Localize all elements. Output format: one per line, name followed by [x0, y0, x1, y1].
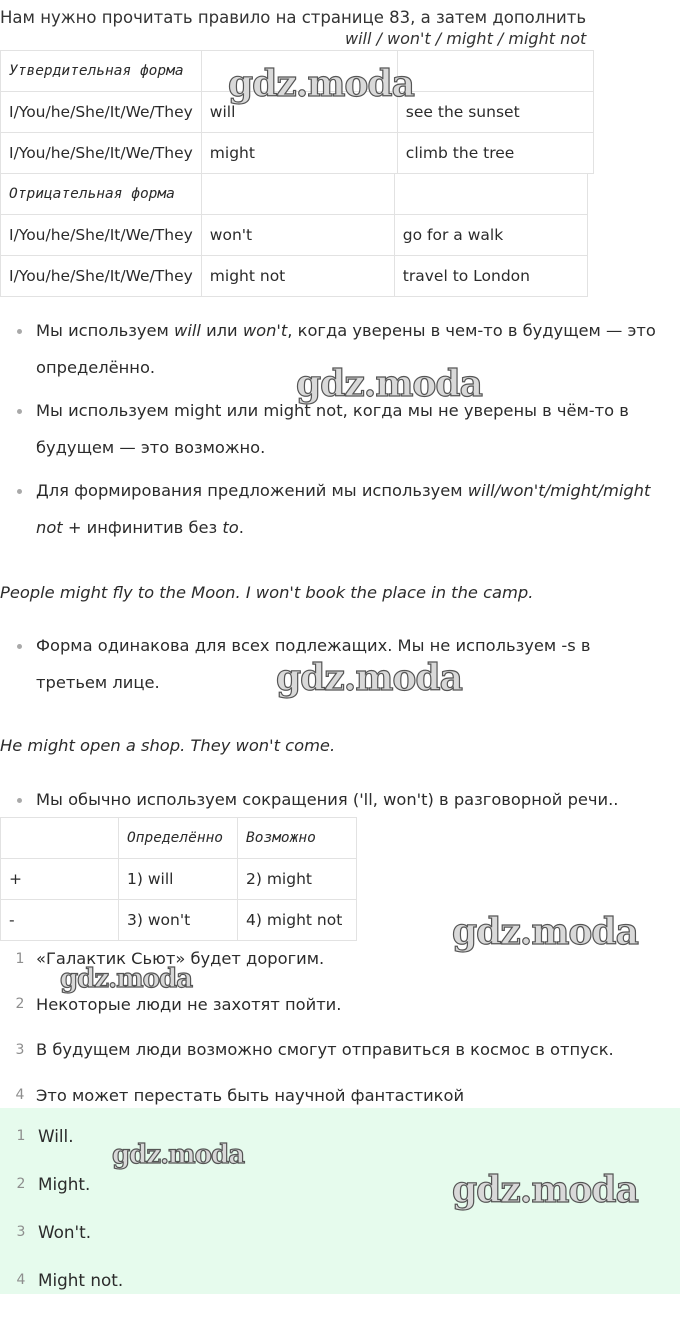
table-cell: 2) might: [238, 859, 357, 900]
table-cell: will: [201, 92, 397, 133]
example-sentence: People might fly to the Moon. I won't book the place in the camp.: [0, 583, 534, 602]
table-row: [1, 256, 588, 297]
table-row: [1, 133, 594, 174]
table-row: [1, 818, 357, 859]
watermark: gdz.moda: [296, 363, 482, 405]
rules-list: [0, 313, 680, 546]
list-item: 1 Will.: [16, 1126, 74, 1146]
negative-table: [0, 173, 588, 297]
table-cell: go for a walk: [394, 215, 587, 256]
table-cell: climb the tree: [397, 133, 593, 174]
rules-list-3: [0, 782, 680, 819]
intro-text: Нам нужно прочитать правило на странице 83, а затем дополнить: [0, 8, 587, 27]
watermark: gdz.moda: [112, 1140, 245, 1170]
watermark: gdz.moda: [452, 911, 638, 953]
table-row: [1, 215, 588, 256]
table-cell: I/You/he/She/It/We/They: [1, 215, 202, 256]
table-cell: 4) might not: [238, 900, 357, 941]
list-item: Мы используем might или might not, когда мы не уверены в чём-то в будущем — это возможно.: [0, 393, 680, 466]
list-item: 2 Некоторые люди не захотят пойти.: [15, 994, 342, 1014]
table-header: Возможно: [238, 818, 357, 859]
table-row: [1, 859, 357, 900]
table-cell: -: [1, 900, 119, 941]
affirmative-header: Утвердительная форма: [1, 51, 202, 92]
list-item: Мы используем will или won't, когда уверены в чем-то в будущем — это определённо.: [0, 313, 680, 386]
table-header: Определённо: [119, 818, 238, 859]
watermark: gdz.moda: [228, 63, 414, 105]
list-item: Форма одинакова для всех подлежащих. Мы не используем -s в третьем лице.: [0, 628, 680, 701]
table-cell: won't: [201, 215, 394, 256]
table-cell: 3) won't: [119, 900, 238, 941]
list-item: 4 Might not.: [16, 1270, 124, 1290]
summary-table: [0, 817, 357, 941]
table-cell: +: [1, 859, 119, 900]
table-cell: I/You/he/She/It/We/They: [1, 133, 202, 174]
list-item: Мы обычно используем сокращения ('ll, won't) в разговорной речи..: [0, 782, 680, 819]
list-item: 2 Might.: [16, 1174, 91, 1194]
list-item: Для формирования предложений мы используем will/won't/might/might not + инфинитив без to.: [0, 473, 680, 546]
table-cell: I/You/he/She/It/We/They: [1, 256, 202, 297]
table-cell: might: [201, 133, 397, 174]
table-cell: see the sunset: [397, 92, 593, 133]
negative-header: Отрицательная форма: [1, 174, 202, 215]
table-cell: I/You/he/She/It/We/They: [1, 92, 202, 133]
list-item: 3 В будущем люди возможно смогут отправиться в космос в отпуск.: [15, 1040, 614, 1060]
table-cell: travel to London: [394, 256, 587, 297]
list-item: 3 Won't.: [16, 1222, 92, 1242]
intro-cut-line: will / won't / might / might not: [345, 29, 587, 48]
watermark: gdz.moda: [60, 964, 193, 994]
table-cell: 1) will: [119, 859, 238, 900]
table-cell: might not: [201, 256, 394, 297]
list-item: 4 Это может перестать быть научной фантастикой: [15, 1085, 465, 1105]
list-item: 1 «Галактик Сьют» будет дорогим.: [15, 949, 325, 969]
table-row: [1, 174, 588, 215]
table-row: [1, 900, 357, 941]
example-sentence-2: He might open a shop. They won't come.: [0, 736, 336, 755]
watermark: gdz.moda: [452, 1169, 638, 1211]
watermark: gdz.moda: [276, 657, 462, 699]
